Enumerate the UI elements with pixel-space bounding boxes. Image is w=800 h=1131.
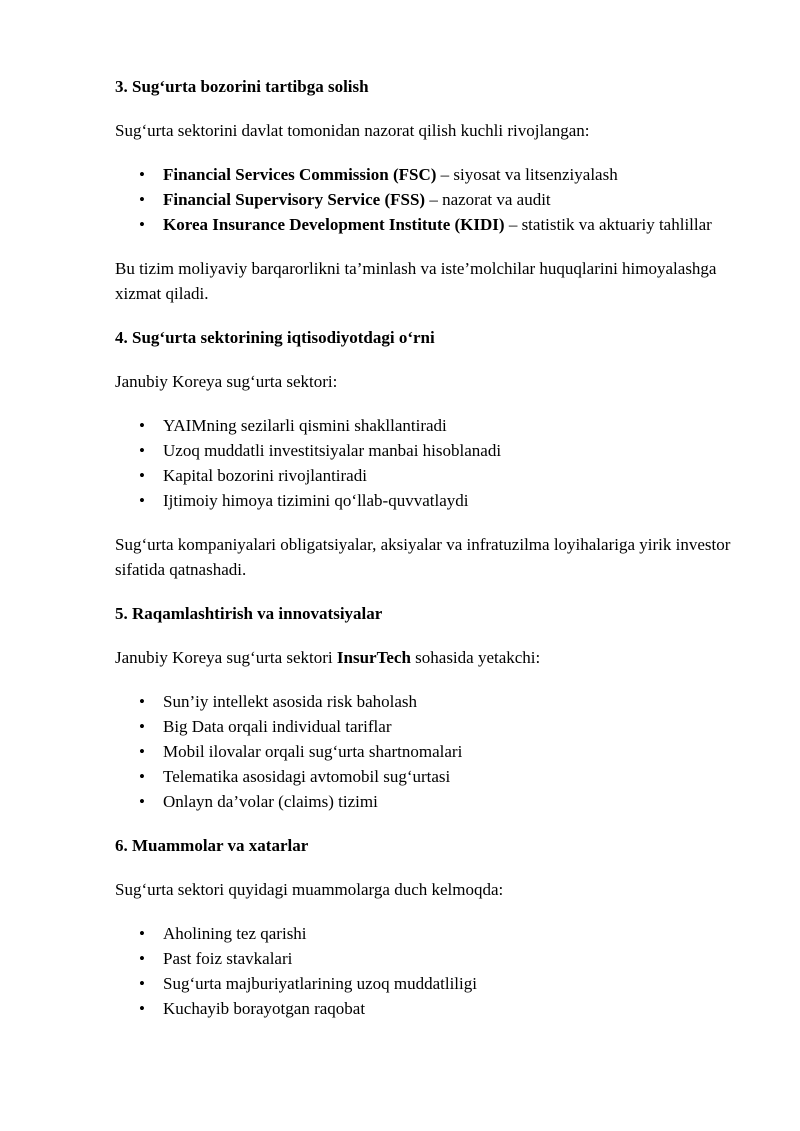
bullet-icon: • [139,792,145,811]
item-text: Sun’iy intellekt asosida risk baholash [163,692,418,711]
list-item [115,488,735,513]
item-text: Mobil ilovalar orqali sug‘urta shartnomalari [163,742,463,761]
item-text: Uzoq muddatli investitsiyalar manbai hisoblanadi [163,441,502,460]
item-text: Past foiz stavkalari [163,949,293,968]
section-5-intro [115,645,735,670]
bullet-icon: • [139,949,145,968]
list-item [115,689,735,714]
item-text: Kapital bozorini rivojlantiradi [163,466,367,485]
bullet-icon: • [139,692,145,711]
item-text: Onlayn da’volar (claims) tizimi [163,792,378,811]
intro-text-end: sohasida yetakchi: [410,648,541,667]
document-page [115,74,735,1040]
list-item [115,921,735,946]
bullet-icon: • [139,999,145,1018]
item-text: Ijtimoiy himoya tizimini qo‘llab-quvvatlaydi [163,491,469,510]
bullet-icon: • [139,215,145,234]
section-6-list [115,921,735,1021]
bullet-icon: • [139,491,145,510]
section-3-heading: 3. Sug‘urta bozorini tartibga solish [115,77,369,96]
section-6-heading: 6. Muammolar va xatarlar [115,836,309,855]
bullet-icon: • [139,767,145,786]
section-3-outro: Bu tizim moliyaviy barqarorlikni ta’minlash va iste’molchilar huquqlarini himoyalashga xizmat qiladi. [115,259,717,303]
item-text: Sug‘urta majburiyatlarining uzoq muddatliligi [163,974,477,993]
item-text: Telematika asosidagi avtomobil sug‘urtasi [163,767,451,786]
section-4-list [115,413,735,513]
list-item [115,714,735,739]
section-3-list [115,162,735,237]
bullet-icon: • [139,974,145,993]
section-4-intro: Janubiy Koreya sug‘urta sektori: [115,372,338,391]
bullet-icon: • [139,924,145,943]
item-text: Kuchayib borayotgan raqobat [163,999,366,1018]
bullet-icon: • [139,742,145,761]
list-item [115,971,735,996]
section-5-list [115,689,735,814]
item-bold: Financial Services Commission (FSC) [163,165,437,184]
bullet-icon: • [139,717,145,736]
list-item [115,187,735,212]
bullet-icon: • [139,190,145,209]
list-item [115,739,735,764]
item-text: YAIMning sezilarli qismini shakllantiradi [163,416,447,435]
section-6-intro: Sug‘urta sektori quyidagi muammolarga duch kelmoqda: [115,880,504,899]
bullet-icon: • [139,466,145,485]
list-item [115,764,735,789]
bullet-icon: • [139,165,145,184]
list-item [115,438,735,463]
list-item [115,162,735,187]
section-5-heading: 5. Raqamlashtirish va innovatsiyalar [115,604,383,623]
item-text: – siyosat va litsenziyalash [436,165,618,184]
bullet-icon: • [139,441,145,460]
intro-bold-term: InsurTech [336,648,411,667]
item-bold: Financial Supervisory Service (FSS) [163,190,426,209]
list-item [115,463,735,488]
item-text: Big Data orqali individual tariflar [163,717,392,736]
section-4-heading: 4. Sug‘urta sektorining iqtisodiyotdagi o‘rni [115,328,435,347]
item-text: Aholining tez qarishi [163,924,307,943]
list-item [115,789,735,814]
list-item [115,996,735,1021]
intro-text: Janubiy Koreya sug‘urta sektori [115,648,337,667]
section-4-outro: Sug‘urta kompaniyalari obligatsiyalar, aksiyalar va infratuzilma loyihalariga yirik investor sifatida qatnashadi. [115,535,731,579]
bullet-icon: • [139,416,145,435]
item-text: – nazorat va audit [425,190,551,209]
item-bold: Korea Insurance Development Institute (KIDI) [163,215,505,234]
section-3-intro: Sug‘urta sektorini davlat tomonidan nazorat qilish kuchli rivojlangan: [115,121,590,140]
list-item [115,413,735,438]
list-item [115,946,735,971]
item-text: – statistik va aktuariy tahlillar [504,215,712,234]
list-item [115,212,735,237]
